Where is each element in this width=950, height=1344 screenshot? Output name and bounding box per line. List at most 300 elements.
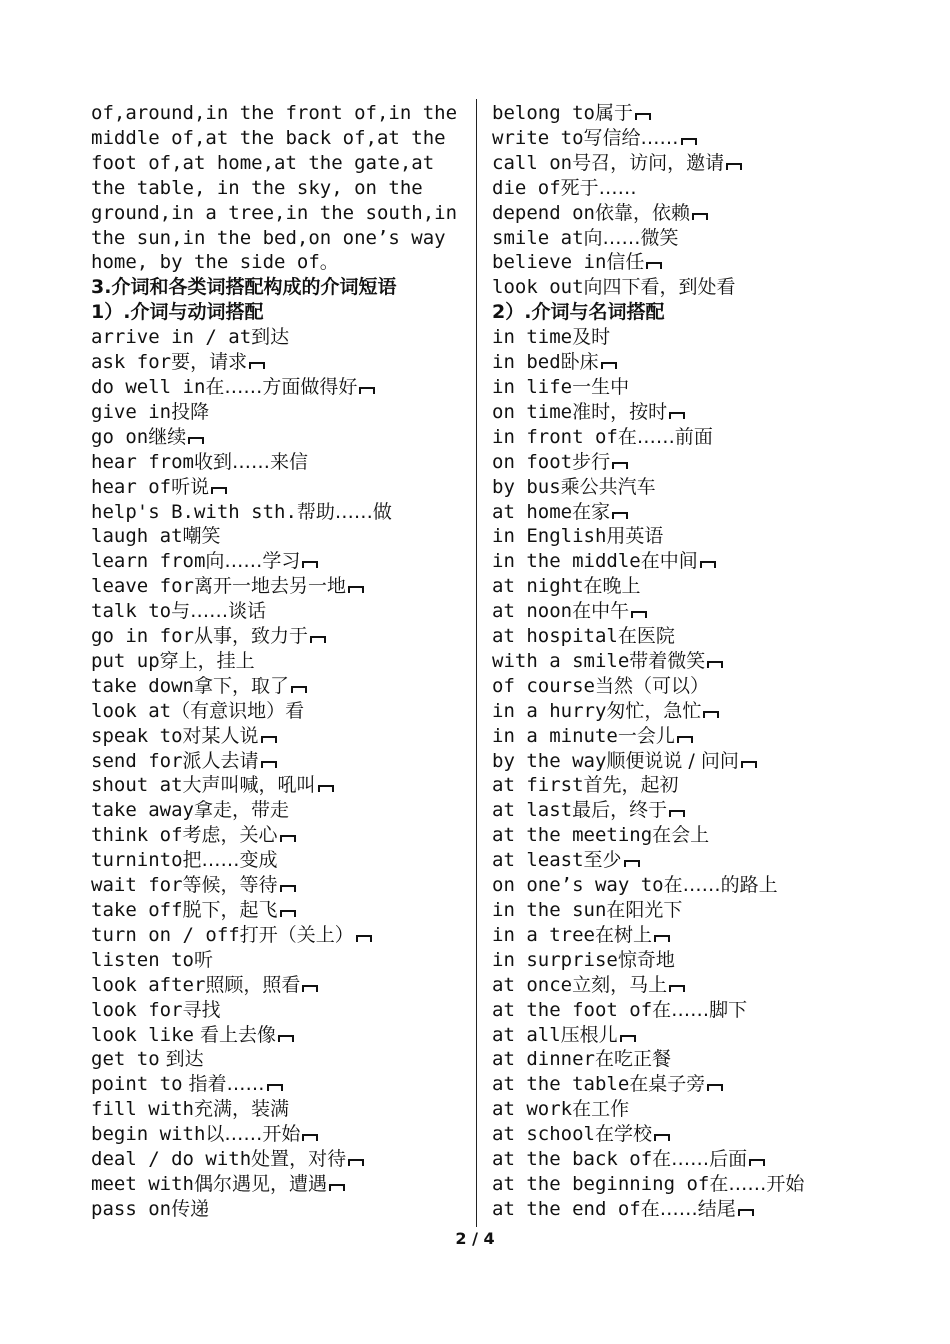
phrase-chinese: 信任 (606, 251, 645, 274)
phrase-english: in the middle (492, 550, 641, 573)
phrase-entry (91, 599, 463, 624)
bracket-mark-icon (302, 1134, 318, 1141)
bracket-mark-icon (669, 985, 685, 992)
phrase-entry (91, 798, 463, 823)
phrase-english: at the table (492, 1073, 630, 1096)
phrase-english: look for (91, 998, 183, 1021)
phrase-entry (492, 151, 912, 176)
phrase-entry (91, 400, 463, 425)
phrase-chinese: 在晚上 (583, 575, 641, 598)
phrase-entry (91, 1172, 463, 1197)
phrase-entry (91, 624, 463, 649)
bracket-mark-icon (329, 1184, 345, 1191)
phrase-chinese: 在桌子旁 (629, 1073, 706, 1096)
phrase-english: in time (492, 326, 573, 349)
intro-line: the sun,in the bed,on one’s way (91, 226, 446, 249)
phrase-entry (492, 1097, 912, 1122)
phrase-entry (91, 549, 463, 574)
phrase-english: at the end of (492, 1197, 641, 1220)
phrase-chinese: 充满，装满 (193, 1098, 289, 1121)
phrase-chinese: 惊奇地 (617, 948, 675, 971)
phrase-chinese: 寻找 (182, 998, 221, 1021)
phrase-english: talk to (91, 600, 172, 623)
phrase-chinese: 继续 (148, 425, 187, 448)
intro-line: the table, in the sky, on the (91, 176, 423, 199)
bracket-mark-icon (677, 736, 693, 743)
phrase-chinese: 在……开始 (709, 1172, 805, 1195)
bracket-mark-icon (624, 860, 640, 867)
phrase-entry (492, 250, 912, 275)
phrase-chinese: （有意识地）看 (171, 699, 305, 722)
bracket-mark-icon (601, 362, 617, 369)
phrase-english: in the sun (492, 899, 607, 921)
phrase-chinese: 在会上 (652, 824, 710, 847)
phrase-entry (91, 574, 463, 599)
phrase-entry (91, 524, 463, 549)
phrase-entry (91, 699, 463, 724)
phrase-chinese: 大声叫喊，吼叫 (182, 774, 316, 797)
phrase-chinese: 属于 (594, 102, 633, 124)
phrase-chinese: 拿走，带走 (193, 799, 289, 822)
phrase-entry (91, 350, 463, 375)
phrase-english: wait for (91, 874, 183, 897)
phrase-chinese: 立刻，马上 (572, 973, 668, 996)
phrase-entry (492, 674, 912, 699)
bracket-mark-icon (654, 935, 670, 942)
phrase-english: take away (91, 799, 194, 822)
phrase-english: in a minute (492, 724, 618, 747)
phrase-english: pass on (91, 1197, 172, 1220)
sub-heading-verb: 1）.介词与动词搭配 (91, 301, 264, 324)
phrase-entry (492, 425, 912, 450)
phrase-chinese: 看上去像 (193, 1023, 276, 1046)
bracket-mark-icon (249, 362, 265, 369)
phrase-chinese: 号召，访问，邀请 (572, 151, 725, 174)
phrase-entry (492, 201, 912, 226)
phrase-english: do well in (91, 375, 206, 398)
phrase-chinese: 在……的路上 (663, 874, 778, 897)
bracket-mark-icon (267, 1084, 283, 1091)
phrase-english: get to (91, 1048, 160, 1071)
phrase-english: in life (492, 375, 573, 398)
bracket-mark-icon (646, 262, 662, 269)
bracket-mark-icon (738, 1209, 754, 1216)
intro-paragraph (91, 101, 463, 275)
phrase-chinese: 压根儿 (560, 1023, 618, 1046)
phrase-english: hear from (91, 450, 194, 473)
phrase-english: belong to (492, 102, 595, 124)
phrase-english: help's B.with sth. (91, 500, 297, 523)
phrase-entry (492, 475, 912, 500)
bracket-mark-icon (669, 810, 685, 817)
phrase-english: look like (91, 1023, 194, 1046)
phrase-chinese: 把……变成 (182, 849, 278, 872)
phrase-english: at least (492, 849, 584, 872)
phrase-entry (492, 450, 912, 475)
phrase-chinese: 步行 (572, 450, 611, 473)
phrase-entry (91, 973, 463, 998)
phrase-chinese: 在……后面 (652, 1148, 748, 1171)
phrase-entry (91, 375, 463, 400)
phrase-english: in surprise (492, 948, 618, 971)
phrase-english: of course (492, 674, 595, 697)
phrase-chinese: 首先，起初 (583, 774, 679, 797)
phrase-entry (492, 624, 912, 649)
phrase-chinese: 偶尔遇见，遭遇 (193, 1172, 327, 1195)
phrase-english: ask for (91, 351, 172, 374)
phrase-english: at night (492, 575, 584, 598)
phrase-chinese: 带着微笑 (629, 649, 706, 672)
phrase-english: look after (91, 973, 206, 996)
intro-line: middle of,at the back of,at the (91, 126, 446, 149)
phrase-english: speak to (91, 724, 183, 747)
phrase-english: at noon (492, 600, 573, 623)
phrase-entry (492, 325, 912, 350)
phrase-chinese: 听 (193, 948, 213, 971)
phrase-english: at the beginning of (492, 1172, 710, 1195)
phrase-english: think of (91, 824, 183, 847)
phrase-chinese: 卧床 (560, 351, 599, 374)
bracket-mark-icon (310, 636, 326, 643)
phrase-english: take off (91, 899, 183, 921)
phrase-chinese: 在吃正餐 (594, 1048, 671, 1071)
phrase-entry (492, 275, 912, 300)
bracket-mark-icon (612, 462, 628, 469)
phrase-chinese: 向四下看，到处看 (583, 276, 736, 299)
phrase-english: go in for (91, 625, 194, 648)
phrase-chinese: 向……微笑 (583, 226, 679, 249)
phrase-entry (492, 1047, 912, 1072)
phrase-entry (492, 500, 912, 525)
bracket-mark-icon (612, 512, 628, 519)
phrase-entry (91, 325, 463, 350)
phrase-entry (91, 1047, 463, 1072)
bracket-mark-icon (635, 113, 651, 120)
verb-preposition-list (91, 325, 463, 1222)
phrase-chinese: 在……脚下 (652, 998, 748, 1021)
phrase-chinese: 准时，按时 (572, 400, 668, 423)
bracket-mark-icon (348, 586, 364, 593)
phrase-entry (492, 773, 912, 798)
phrase-english: at home (492, 500, 573, 523)
phrase-chinese: 在中午 (572, 600, 630, 623)
phrase-english: in a hurry (492, 699, 607, 722)
phrase-chinese: 穿上，挂上 (159, 649, 255, 672)
phrase-chinese: 等候，等待 (182, 874, 278, 897)
phrase-chinese: 脱下，起飞 (182, 899, 278, 921)
phrase-entry (91, 1097, 463, 1122)
intro-line: ground,in a tree,in the south,in (91, 201, 458, 224)
phrase-entry (492, 599, 912, 624)
phrase-chinese: 拿下，取了 (193, 674, 289, 697)
phrase-english: at work (492, 1098, 573, 1121)
phrase-entry (492, 101, 912, 126)
phrase-english: at dinner (492, 1048, 595, 1071)
phrase-chinese: 在……方面做得好 (205, 375, 358, 398)
phrase-chinese: 顺便说说 / 问问 (606, 749, 739, 772)
phrase-english: at school (492, 1123, 595, 1146)
left-column (91, 101, 463, 1222)
phrase-english: at all (492, 1023, 561, 1046)
bracket-mark-icon (669, 412, 685, 419)
phrase-english: in front of (492, 425, 618, 448)
phrase-chinese: 传递 (171, 1197, 210, 1220)
phrase-entry (91, 773, 463, 798)
phrase-entry (91, 898, 463, 923)
phrase-chinese: 及时 (572, 326, 611, 349)
phrase-entry (91, 1147, 463, 1172)
phrase-english: on one’s way to (492, 874, 664, 897)
phrase-entry (492, 649, 912, 674)
phrase-entry (91, 724, 463, 749)
bracket-mark-icon (188, 437, 204, 444)
bracket-mark-icon (302, 561, 318, 568)
phrase-english: fill with (91, 1098, 194, 1121)
phrase-english: at the back of (492, 1148, 653, 1171)
phrase-chinese: 用英语 (606, 525, 664, 548)
phrase-entry (492, 574, 912, 599)
bracket-mark-icon (620, 1035, 636, 1042)
phrase-chinese: 在中间 (640, 550, 698, 573)
bracket-mark-icon (280, 910, 296, 917)
phrase-chinese: 当然（可以） (594, 674, 709, 697)
phrase-entry (492, 1023, 912, 1048)
phrase-entry (91, 674, 463, 699)
phrase-english: begin with (91, 1123, 206, 1146)
phrase-chinese: 在阳光下 (606, 899, 683, 921)
phrase-english: depend on (492, 201, 595, 224)
phrase-chinese: 向……学习 (205, 550, 301, 573)
verb-preposition-list-continued (492, 101, 912, 300)
phrase-entry (492, 724, 912, 749)
phrase-english: leave for (91, 575, 194, 598)
phrase-chinese: 照顾，照看 (205, 973, 301, 996)
bracket-mark-icon (700, 561, 716, 568)
phrase-entry (91, 998, 463, 1023)
phrase-english: smile at (492, 226, 584, 249)
bracket-mark-icon (278, 1035, 294, 1042)
phrase-chinese: 写信给…… (583, 126, 679, 149)
bracket-mark-icon (318, 785, 334, 792)
phrase-english: look out (492, 276, 584, 299)
phrase-entry (492, 375, 912, 400)
phrase-chinese: 收到……来信 (193, 450, 308, 473)
bracket-mark-icon (261, 761, 277, 768)
phrase-english: send for (91, 749, 183, 772)
phrase-english: meet with (91, 1172, 194, 1195)
phrase-english: in English (492, 525, 607, 548)
phrase-english: at first (492, 774, 584, 797)
phrase-english: at the foot of (492, 998, 653, 1021)
section-heading: 3.介词和各类词搭配构成的介词短语 (91, 276, 397, 299)
phrase-english: point to (91, 1073, 183, 1096)
phrase-english: in bed (492, 351, 561, 374)
phrase-entry (91, 948, 463, 973)
sub-heading-noun: 2）.介词与名词搭配 (492, 301, 665, 324)
bracket-mark-icon (302, 985, 318, 992)
bracket-mark-icon (703, 711, 719, 718)
phrase-english: at once (492, 973, 573, 996)
phrase-entry (492, 973, 912, 998)
bracket-mark-icon (211, 487, 227, 494)
phrase-chinese: 投降 (171, 400, 210, 423)
phrase-entry (492, 226, 912, 251)
column-divider (476, 99, 477, 1227)
phrase-entry (492, 798, 912, 823)
phrase-entry (492, 873, 912, 898)
phrase-chinese: 在医院 (617, 625, 675, 648)
phrase-english: deal / do with (91, 1148, 252, 1171)
phrase-english: take down (91, 674, 194, 697)
phrase-english: on time (492, 400, 573, 423)
page-number: 2 / 4 (455, 1229, 495, 1248)
bracket-mark-icon (280, 885, 296, 892)
phrase-chinese: 在工作 (572, 1098, 630, 1121)
phrase-chinese: 嘲笑 (182, 525, 221, 548)
phrase-english: turn on / off (91, 923, 240, 946)
bracket-mark-icon (726, 163, 742, 170)
phrase-english: on foot (492, 450, 573, 473)
phrase-chinese: 乘公共汽车 (560, 475, 656, 498)
phrase-chinese: 死于…… (560, 176, 637, 199)
phrase-english: at the meeting (492, 824, 653, 847)
bracket-mark-icon (654, 1134, 670, 1141)
bracket-mark-icon (359, 387, 375, 394)
phrase-english: go on (91, 425, 149, 448)
phrase-english: hear of (91, 475, 172, 498)
phrase-entry (492, 1072, 912, 1097)
phrase-english: by bus (492, 475, 561, 498)
phrase-chinese: 要，请求 (171, 351, 248, 374)
phrase-english: in a tree (492, 923, 595, 946)
phrase-entry (91, 749, 463, 774)
bracket-mark-icon (692, 213, 708, 220)
phrase-english: with a smile (492, 649, 630, 672)
phrase-entry (91, 923, 463, 948)
phrase-chinese: 与……谈话 (171, 600, 267, 623)
phrase-entry (492, 948, 912, 973)
phrase-chinese: 到达 (251, 326, 290, 349)
phrase-entry (492, 176, 912, 201)
phrase-english: give in (91, 400, 172, 423)
bracket-mark-icon (707, 661, 723, 668)
phrase-entry (492, 126, 912, 151)
phrase-english: by the way (492, 749, 607, 772)
phrase-entry (492, 823, 912, 848)
phrase-chinese: 到达 (159, 1048, 204, 1071)
phrase-entry (91, 823, 463, 848)
phrase-chinese: 一生中 (572, 375, 630, 398)
phrase-entry (492, 923, 912, 948)
phrase-chinese: 在树上 (594, 923, 652, 946)
bracket-mark-icon (707, 1084, 723, 1091)
phrase-entry (91, 1122, 463, 1147)
phrase-entry (492, 350, 912, 375)
bracket-mark-icon (348, 1159, 364, 1166)
intro-line: home, by the side of。 (91, 251, 339, 274)
phrase-chinese: 帮助……做 (296, 500, 392, 523)
phrase-entry (492, 1197, 912, 1222)
phrase-entry (492, 749, 912, 774)
phrase-english: listen to (91, 948, 194, 971)
phrase-english: arrive in / at (91, 326, 252, 349)
phrase-chinese: 从事，致力于 (193, 625, 308, 648)
bracket-mark-icon (280, 835, 296, 842)
phrase-entry (91, 425, 463, 450)
phrase-entry (492, 699, 912, 724)
phrase-chinese: 匆忙，急忙 (606, 699, 702, 722)
phrase-english: learn from (91, 550, 206, 573)
phrase-chinese: 处置，对待 (251, 1148, 347, 1171)
phrase-english: laugh at (91, 525, 183, 548)
bracket-mark-icon (681, 138, 697, 145)
phrase-entry (91, 848, 463, 873)
phrase-entry (91, 475, 463, 500)
noun-preposition-list (492, 325, 912, 1222)
phrase-english: believe in (492, 251, 607, 274)
phrase-chinese: 至少 (583, 849, 622, 872)
phrase-entry (91, 873, 463, 898)
phrase-chinese: 指着…… (182, 1073, 265, 1096)
phrase-chinese: 一会儿 (617, 724, 675, 747)
phrase-chinese: 在……前面 (617, 425, 713, 448)
phrase-english: die of (492, 176, 561, 199)
right-column (492, 101, 912, 1222)
phrase-chinese: 以……开始 (205, 1123, 301, 1146)
phrase-chinese: 对某人说 (182, 724, 259, 747)
phrase-entry (492, 848, 912, 873)
phrase-entry (492, 1122, 912, 1147)
intro-line: of,around,in the front of,in the (91, 102, 458, 124)
phrase-entry (91, 450, 463, 475)
phrase-english: turninto (91, 849, 183, 872)
phrase-entry (492, 998, 912, 1023)
phrase-chinese: 听说 (171, 475, 210, 498)
phrase-entry (91, 649, 463, 674)
phrase-entry (492, 524, 912, 549)
phrase-chinese: 在学校 (594, 1123, 652, 1146)
phrase-entry (492, 1147, 912, 1172)
phrase-entry (492, 400, 912, 425)
phrase-chinese: 派人去请 (182, 749, 259, 772)
phrase-chinese: 最后，终于 (572, 799, 668, 822)
phrase-chinese: 在家 (572, 500, 611, 523)
phrase-chinese: 离开一地去另一地 (193, 575, 346, 598)
phrase-english: at last (492, 799, 573, 822)
phrase-english: shout at (91, 774, 183, 797)
phrase-english: at hospital (492, 625, 618, 648)
phrase-entry (91, 1023, 463, 1048)
phrase-entry (492, 898, 912, 923)
phrase-entry (492, 1172, 912, 1197)
phrase-english: put up (91, 649, 160, 672)
bracket-mark-icon (631, 611, 647, 618)
phrase-entry (91, 1072, 463, 1097)
phrase-entry (492, 549, 912, 574)
intro-line: foot of,at home,at the gate,at (91, 151, 435, 174)
phrase-entry (91, 500, 463, 525)
phrase-chinese: 考虑，关心 (182, 824, 278, 847)
phrase-entry (91, 1197, 463, 1222)
bracket-mark-icon (261, 736, 277, 743)
phrase-chinese: 打开（关上） (239, 923, 354, 946)
phrase-english: call on (492, 151, 573, 174)
bracket-mark-icon (749, 1159, 765, 1166)
phrase-english: write to (492, 126, 584, 149)
phrase-chinese: 在……结尾 (640, 1197, 736, 1220)
bracket-mark-icon (291, 686, 307, 693)
bracket-mark-icon (741, 761, 757, 768)
